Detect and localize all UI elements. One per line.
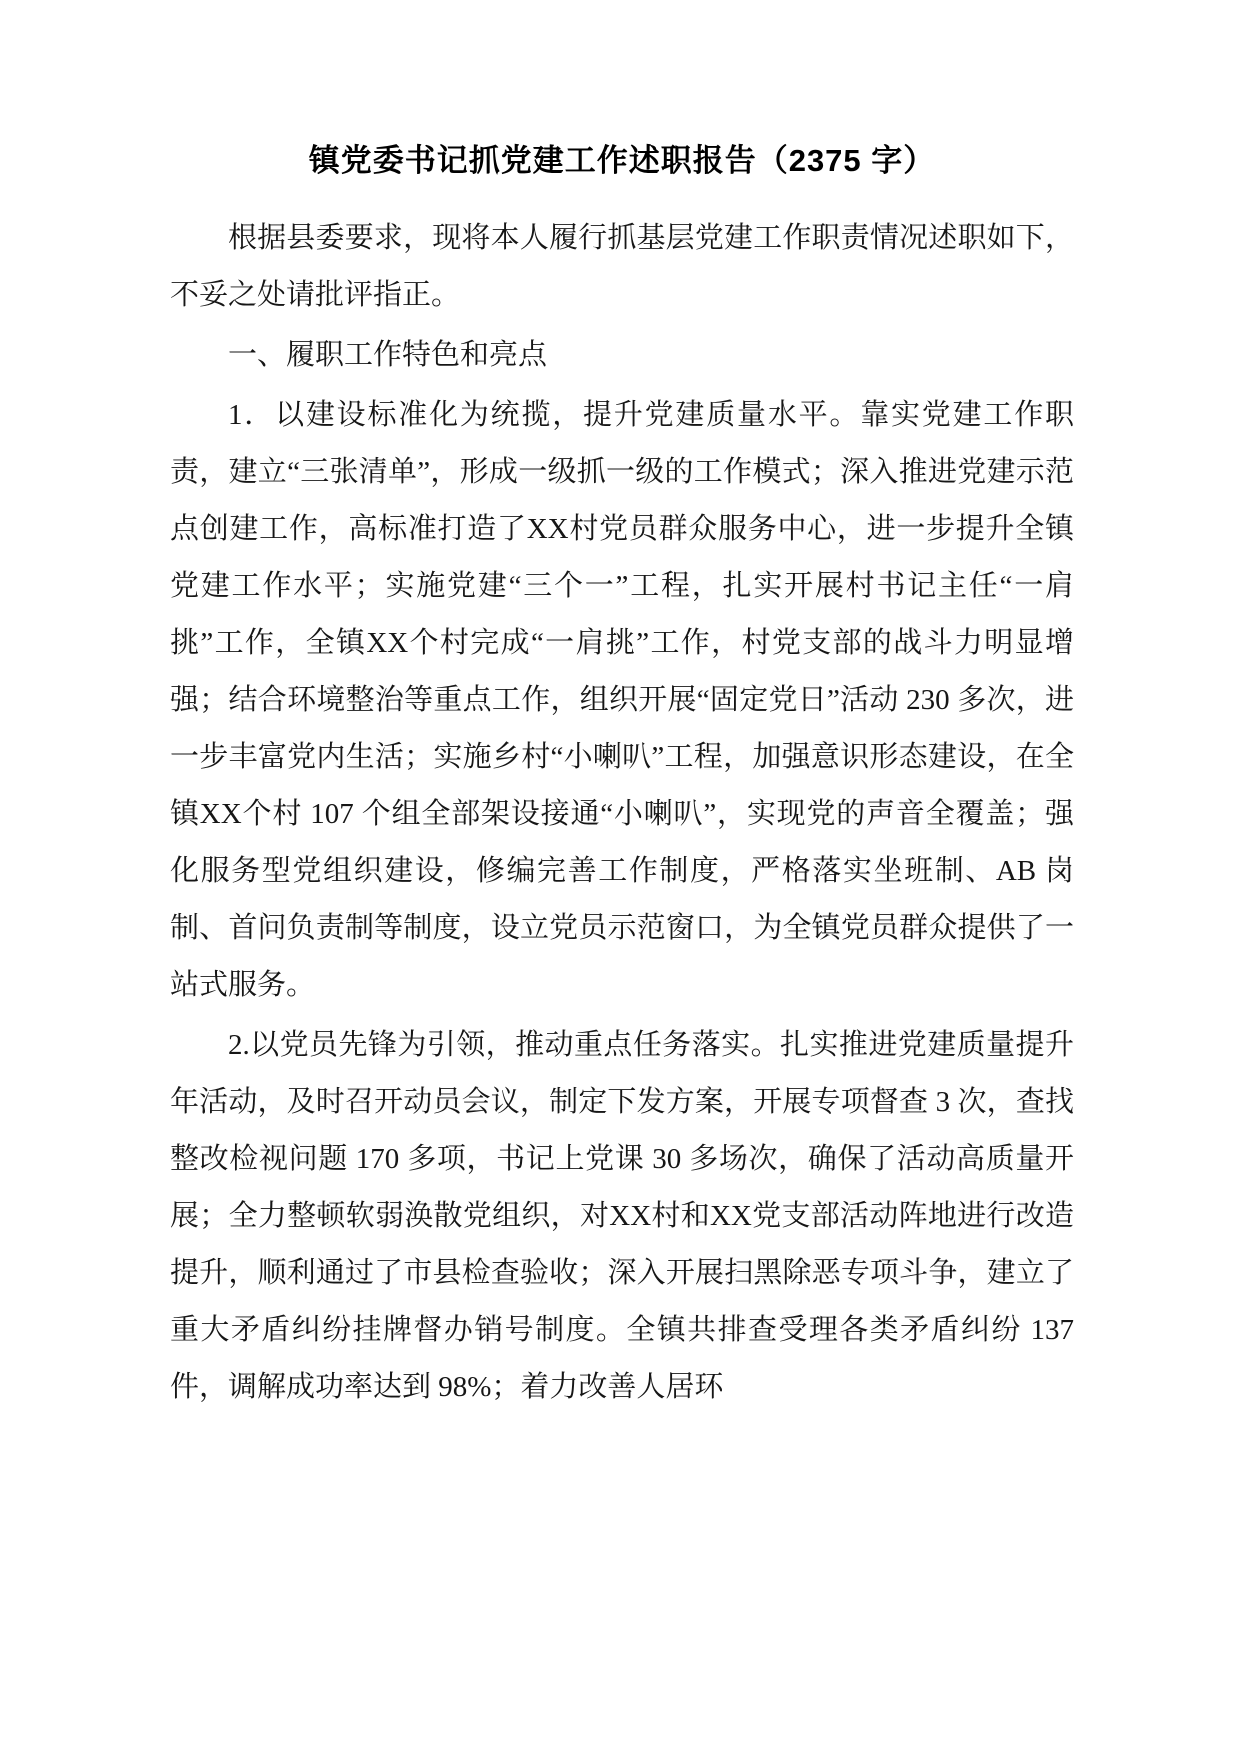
- paragraph-point-1: 1．以建设标准化为统揽，提升党建质量水平。靠实党建工作职责，建立“三张清单”，形成一级抓一级的工作模式；深入推进党建示范点创建工作，高标准打造了XX村党员群众服务中心，进一步提升全镇党建工作水平；实施党建“三个一”工程，扎实开展村书记主任“一肩挑”工作，全镇XX个村完成“一肩挑”工作，村党支部的战斗力明显增强；结合环境整治等重点工作，组织开展“固定党日”活动 230 多次，进一步丰富党内生活；实施乡村“小喇叭”工程，加强意识形态建设，在全镇XX个村 107 个组全部架设接通“小喇叭”，实现党的声音全覆盖；强化服务型党组织建设，修编完善工作制度，严格落实坐班制、AB 岗制、首问负责制等制度，设立党员示范窗口，为全镇党员群众提供了一站式服务。: [170, 399, 1074, 1001]
- paragraph-intro: 根据县委要求，现将本人履行抓基层党建工作职责情况述职如下，不妥之处请批评指正。: [170, 222, 1074, 311]
- section-heading-highlights: 一、履职工作特色和亮点: [228, 339, 548, 371]
- document-title: 镇党委书记抓党建工作述职报告（2375 字）: [308, 143, 936, 178]
- paragraph-point-2: 2.以党员先锋为引领，推动重点任务落实。扎实推进党建质量提升年活动，及时召开动员会议，制定下发方案，开展专项督查 3 次，查找整改检视问题 170 多项，书记上党课 30 多场次，确保了活动高质量开展；全力整顿软弱涣散党组织，对XX村和XX党支部活动阵地进行改造提升，顺利通过了市县检查验收；深入开展扫黑除恶专项斗争，建立了重大矛盾纠纷挂牌督办销号制度。全镇共排查受理各类矛盾纠纷 137 件，调解成功率达到 98%；着力改善人居环: [170, 1029, 1074, 1403]
